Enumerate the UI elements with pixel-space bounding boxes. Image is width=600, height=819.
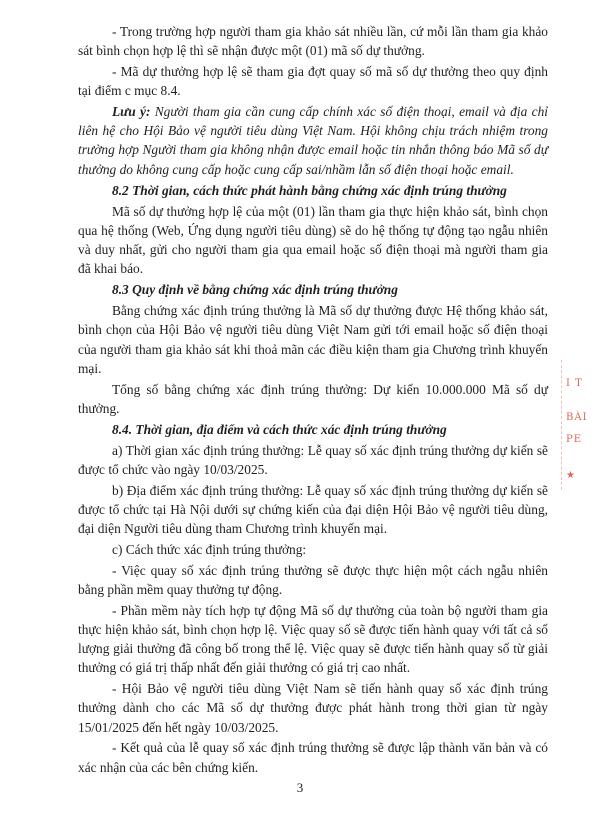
paragraph: - Trong trường hợp người tham gia khảo sát nhiều lần, cứ mỗi lần tham gia khảo sát bình chọn hợp lệ thì sẽ nhận được một (01) mã số dự thưởng. xyxy=(78,24,548,59)
list-item: - Việc quay số xác định trúng thưởng sẽ được thực hiện một cách ngẫu nhiên bằng phần mềm quay thưởng tự động. xyxy=(78,562,548,598)
note-label: Lưu ý: xyxy=(112,104,151,119)
section-heading-8-4: 8.4. Thời gian, địa điểm và cách thức xác định trúng thưởng xyxy=(112,422,447,438)
page-number: 3 xyxy=(296,780,304,795)
section-heading-8-3: 8.3 Quy định về bằng chứng xác định trúng thưởng xyxy=(112,282,398,298)
stamp-fragment: BÀI xyxy=(566,412,588,423)
list-item: - Kết quả của lễ quay số xác định trúng thưởng sẽ được lập thành văn bản và có xác nhận của các bên chứng kiến. xyxy=(78,740,548,775)
stamp-star-icon: ★ xyxy=(566,470,576,481)
note-text: Người tham gia cần cung cấp chính xác số điện thoại, email và địa chỉ liên hệ cho Hội Bảo vệ người tiêu dùng Việt Nam. Hội không chịu trách nhiệm trong trường hợp Người tham gia không nhận được email hoặc tin nhắn thông báo Mã số dự thưởng do không cung cấp hoặc cung cấp sai/nhầm lẫn số điện thoại hoặc email. xyxy=(78,104,548,177)
paragraph: Bằng chứng xác định trúng thưởng là Mã số dự thưởng được Hệ thống khảo sát, bình chọn của Hội Bảo vệ người tiêu dùng Việt Nam gửi tới email hoặc số điện thoại của người tham gia khảo sát khi thoả mãn các điều kiện tham gia Chương trình khuyến mại. xyxy=(78,303,548,376)
list-item: - Phần mềm này tích hợp tự động Mã số dự thưởng của toàn bộ người tham gia thực hiện khảo sát, bình chọn hợp lệ. Việc quay số sẽ được tiến hành quay với tất cả số lượng giải thưởng đã công bố trong thể lệ. Việc quay sẽ được tiến hành quay số từ giải thưởng có giá trị thấp nhất đến giải thưởng có giá trị cao nhất. xyxy=(78,602,548,676)
paragraph: - Mã dự thưởng hợp lệ sẽ tham gia đợt quay số mã số dự thưởng theo quy định tại điểm c mục 8.4. xyxy=(78,64,548,99)
list-item: - Hội Bảo vệ người tiêu dùng Việt Nam sẽ tiến hành quay số xác định trúng thưởng dành cho các Mã số dự thưởng được phát hành trong thời gian từ ngày 15/01/2025 đến hết ngày 10/03/2025. xyxy=(78,681,548,735)
section-heading-8-2: 8.2 Thời gian, cách thức phát hành bằng chứng xác định trúng thưởng xyxy=(112,182,507,198)
note-paragraph xyxy=(78,102,548,179)
paragraph: c) Cách thức xác định trúng thưởng: xyxy=(112,542,307,558)
paragraph: b) Địa điểm xác định trúng thưởng: Lễ quay số xác định trúng thưởng dự kiến sẽ được tổ chức tại Hà Nội dưới sự chứng kiến của đại diện Hội Bảo vệ người tiêu dùng, đại diện Người tiêu dùng tham Chương trình khuyến mại. xyxy=(78,482,548,537)
document-page xyxy=(78,22,548,778)
stamp-fragment: PE xyxy=(566,434,583,445)
paragraph: a) Thời gian xác định trúng thưởng: Lễ quay số xác định trúng thưởng dự kiến sẽ được tổ chức vào ngày 10/03/2025. xyxy=(78,442,548,478)
stamp-fragment: I T xyxy=(566,378,583,389)
paragraph: Tổng số bằng chứng xác định trúng thưởng: Dự kiến 10.000.000 Mã số dự thưởng. xyxy=(78,381,548,416)
paragraph: Mã số dự thưởng hợp lệ của một (01) lần tham gia thực hiện khảo sát, bình chọn qua hệ thống (Web, Ứng dụng người tiêu dùng) sẽ do hệ thống tự động tạo ngẫu nhiên và duy nhất, gửi cho người tham gia qua email hoặc số điện thoại mà người tham gia đã khai báo. xyxy=(78,203,548,277)
